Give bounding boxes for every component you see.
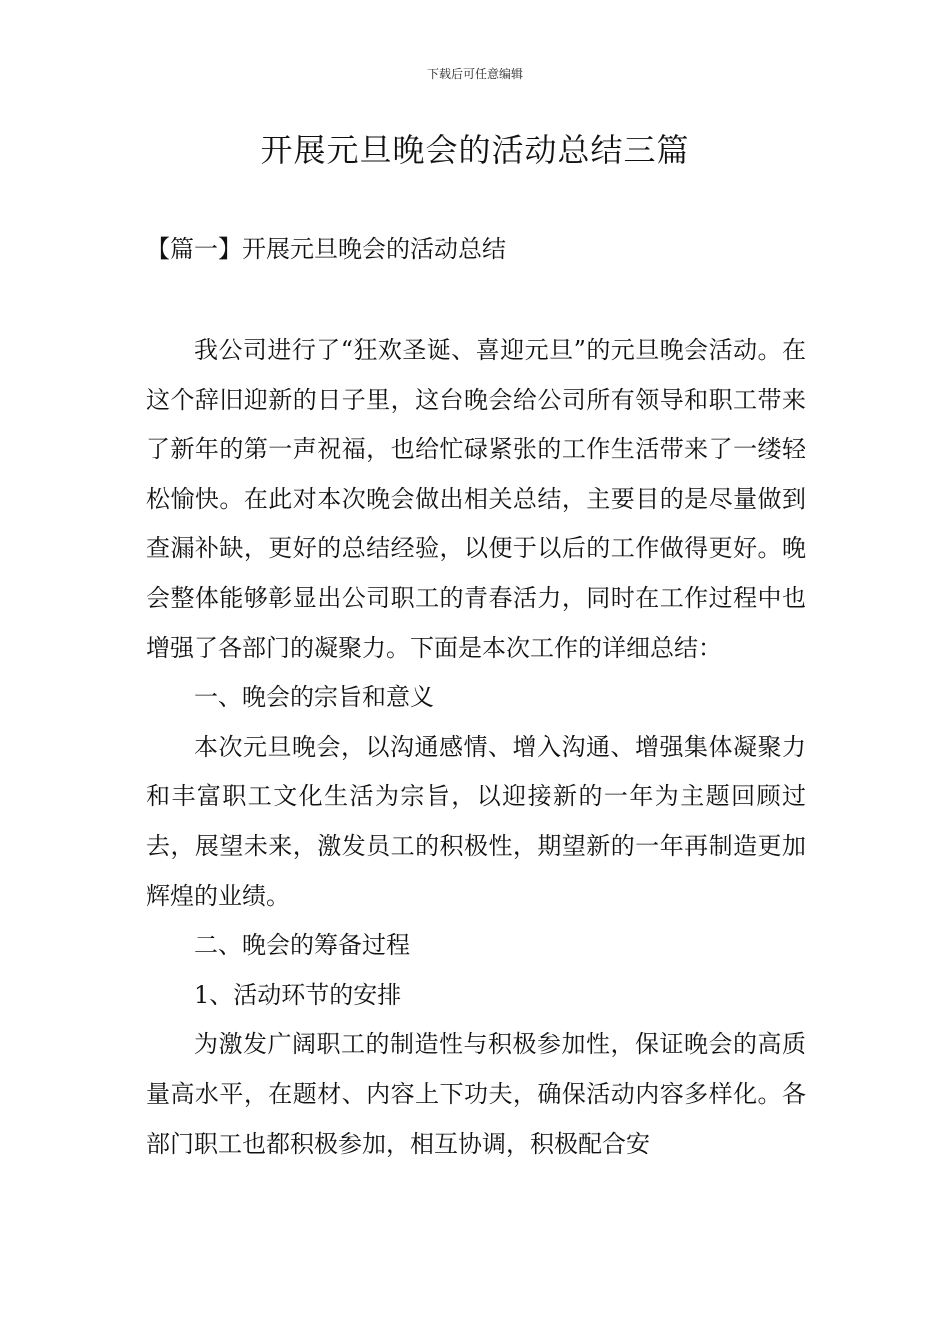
document-title: 开展元旦晚会的活动总结三篇 bbox=[260, 131, 690, 169]
subheading-preparation: 二、晚会的筹备过程 bbox=[194, 931, 410, 960]
body-paragraph: 本次元旦晚会，以沟通感情、增入沟通、增强集体凝聚力和丰富职工文化生活为宗旨，以迎接新的一年为主题回顾过去，展望未来，激发员工的积极性，期望新的一年再制造更加辉煌的业绩。 bbox=[146, 732, 806, 910]
body-paragraph: 我公司进行了“狂欢圣诞、喜迎元旦”的元旦晚会活动。在这个辞旧迎新的日子里，这台晚会给公司所有领导和职工带来了新年的第一声祝福，也给忙碌紧张的工作生活带来了一缕轻松愉快。在此对本次晚会做出相关总结，主要目的是尽量做到查漏补缺，更好的总结经验，以便于以后的工作做得更好。晚会整体能够彰显出公司职工的青春活力，同时在工作过程中也增强了各部门的凝聚力。下面是本次工作的详细总结： bbox=[146, 336, 806, 662]
subheading-activity-arrangement: 1、活动环节的安排 bbox=[194, 980, 402, 1009]
section-heading: 【篇一】开展元旦晚会的活动总结 bbox=[146, 235, 506, 263]
page-header-note: 下载后可任意编辑 bbox=[426, 67, 523, 81]
document-body bbox=[146, 326, 806, 1169]
subheading-purpose: 一、晚会的宗旨和意义 bbox=[194, 683, 434, 712]
body-paragraph: 为激发广阔职工的制造性与积极参加性，保证晚会的高质量高水平，在题材、内容上下功夫，确保活动内容多样化。各部门职工也都积极参加，相互协调，积极配合安 bbox=[146, 1030, 806, 1158]
